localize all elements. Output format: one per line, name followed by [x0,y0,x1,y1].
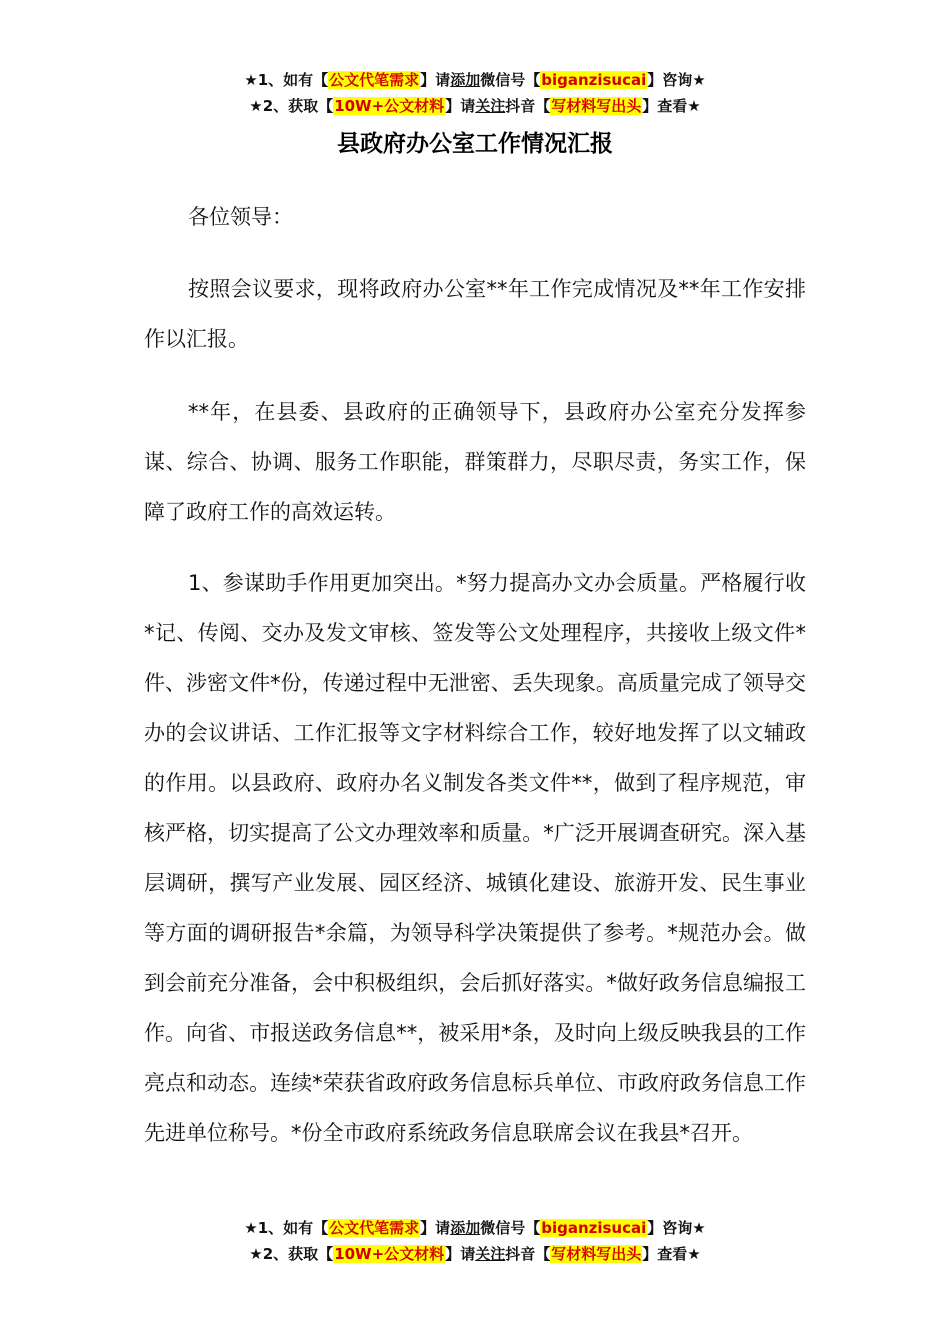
header-ad-banner [0,67,950,119]
ad-text: 】请 [420,71,451,89]
paragraph-overview: **年，在县委、县政府的正确领导下，县政府办公室充分发挥参谋、综合、协调、服务工作职能，群策群力，尽职尽责，务实工作，保障了政府工作的高效运转。 [144,400,806,524]
ad-highlight: 写材料写出头 [551,97,642,115]
paragraph-intro: 按照会议要求，现将政府办公室**年工作完成情况及**年工作安排作以汇报。 [144,277,806,351]
ad-text: ★1、如有【 [244,1219,329,1237]
ad-text: 】咨询★ [647,1219,706,1237]
ad-text: 微信号【 [480,71,541,89]
ad-underlined-text: 添加 [450,71,481,89]
ad-highlight: 公文代笔需求 [329,71,420,89]
ad-text: 】请 [420,1219,451,1237]
ad-underlined-text: 添加 [450,1219,481,1237]
ad-line-1 [0,1215,950,1241]
ad-text: 】查看★ [642,97,701,115]
ad-underlined-text: 关注 [475,97,506,115]
ad-text: 抖音【 [505,1245,551,1263]
ad-text: ★1、如有【 [244,71,329,89]
ad-highlight: 10W+公文材料 [334,1245,445,1263]
ad-text: 微信号【 [480,1219,541,1237]
ad-highlight: 写材料写出头 [551,1245,642,1263]
ad-text: 】咨询★ [647,71,706,89]
ad-highlight: 10W+公文材料 [334,97,445,115]
ad-text: ★2、获取【 [249,97,334,115]
ad-highlight: biganzisucai [541,1219,647,1237]
ad-text: 】查看★ [642,1245,701,1263]
ad-text: 抖音【 [505,97,551,115]
salutation: 各位领导： [188,205,293,229]
ad-line-2 [0,1241,950,1267]
footer-ad-banner [0,1215,950,1267]
ad-line-2 [0,93,950,119]
ad-line-1 [0,67,950,93]
ad-text: 】请 [445,97,476,115]
document-title: 县政府办公室工作情况汇报 [337,131,613,157]
ad-underlined-text: 关注 [475,1245,506,1263]
ad-text: ★2、获取【 [249,1245,334,1263]
ad-highlight: 公文代笔需求 [329,1219,420,1237]
ad-highlight: biganzisucai [541,71,647,89]
paragraph-section-1: 1、参谋助手作用更加突出。*努力提高办文办会质量。严格履行收*记、传阅、交办及发文审核、签发等公文处理程序，共接收上级文件*件、涉密文件*份，传递过程中无泄密、丢失现象。高质量完成了领导交办的会议讲话、工作汇报等文字材料综合工作，较好地发挥了以文辅政的作用。以县政府、政府办名义制发各类文件**，做到了程序规范，审核严格，切实提高了公文办理效率和质量。*广泛开展调查研究。深入基层调研，撰写产业发展、园区经济、城镇化建设、旅游开发、民生事业等方面的调研报告*余篇，为领导科学决策提供了参考。*规范办会。做到会前充分准备，会中积极组织，会后抓好落实。*做好政务信息编报工作。向省、市报送政务信息**，被采用*条，及时向上级反映我县的工作亮点和动态。连续*荣获省政府政务信息标兵单位、市政府政务信息工作先进单位称号。*份全市政府系统政务信息联席会议在我县*召开。 [144,571,806,1145]
ad-text: 】请 [445,1245,476,1263]
